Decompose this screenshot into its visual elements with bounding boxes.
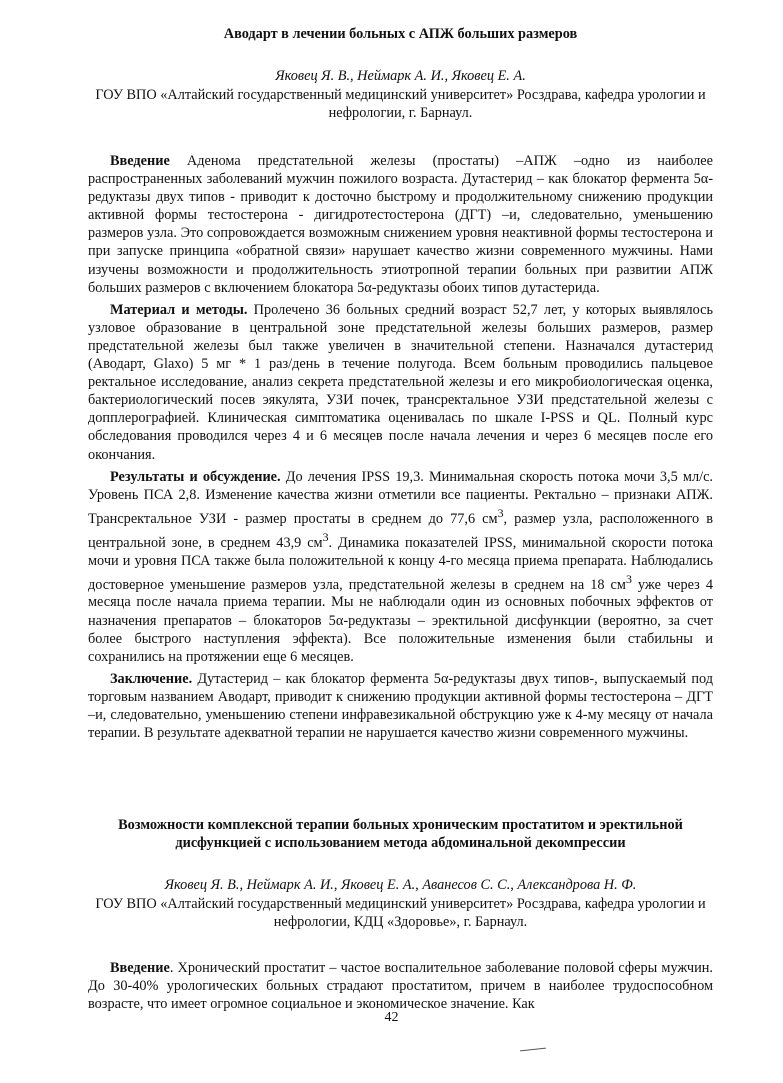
- section-introduction: [88, 152, 713, 297]
- section-heading: Введение: [110, 153, 170, 169]
- section-introduction: [88, 959, 713, 1013]
- section-text: Аденома предстательной железы (простаты) –АПЖ –одно из наиболее распространенных заболеваний мужчин пожилого возраста. Дутастерид – как блокатор фермента 5α-редуктазы двух типов - приводит к досточно быстрому и продолжительному снижению продукции активной формы тестостерона - дигидротестостерона (ДГТ) –и, следовательно, уменьшению размеров узла. Это сопровождается возможным снижением уровня неактивной формы тестостерона и при запуске принципа «обратной связи» нарушает качество жизни современного мужчины. Нами изучены возможности и продолжительность этиотропной терапии больных при развитии АПЖ больших размеров с включением блокатора 5α-редуктазы обоих типов дутастерида.: [88, 153, 713, 296]
- section-heading: Введение: [110, 960, 170, 976]
- page-number: 42: [384, 1010, 399, 1025]
- section-text: До лечения IPSS 19,3. Минимальная скорость потока мочи 3,5 мл/с. Уровень ПСА 2,8. Изменение качества жизни отметили все пациенты. Ректально – признаки АПЖ. Трансректальное УЗИ - размер простаты в среднем до 77,6 см: [88, 468, 713, 527]
- section-heading: Материал и методы.: [110, 301, 248, 318]
- superscript: 3: [625, 571, 632, 586]
- article-title: Аводарт в лечении больных с АПЖ больших размеров: [223, 26, 578, 42]
- section-text: . Динамика показателей IPSS, минимальной скорости потока мочи и уровня ПСА также была положительной к концу 4-го месяца приема препарата. Наблюдались достоверное уменьшение размеров узла, предстательной железы в среднем на 18 см: [88, 534, 713, 593]
- article-affiliation: ГОУ ВПО «Алтайский государственный медицинский университет» Росздрава, кафедра урологии и нефрологии, г. Барнаул.: [95, 87, 706, 121]
- section-conclusion: [88, 670, 713, 742]
- section-text: . Хронический простатит – частое воспалительное заболевание половой сферы мужчин. До 30-40% урологических больных страдают простатитом, причем в наиболее трудоспособном возрасте, что имеет огромное социальное и экономическое значение. Как: [88, 960, 713, 1013]
- section-text: , размер узла, расположенного в центральной зоне, в среднем 43,9 см: [88, 510, 713, 551]
- section-heading: Результаты и обсуждение.: [110, 468, 281, 485]
- superscript: 3: [322, 529, 329, 544]
- article-avodart: [88, 25, 713, 746]
- article-body: [88, 959, 713, 1013]
- section-text: Дутастерид – как блокатор фермента 5α-редуктазы двух типов-, выпускаемый под торговым названием Аводарт, приводит к снижению продукции активной формы тестостерона – ДГТ –и, следовательно, уменьшению степени инфравезикальной обструкцию уже к 4-му месяцу от начала терапии. В результате адекватной терапии не нарушается качество жизни современного мужчины.: [88, 670, 713, 742]
- article-title: Возможности комплексной терапии больных хроническим простатитом и эректильной дисфункцией с использованием метода абдоминальной декомпрессии: [118, 817, 683, 851]
- article-authors: Яковец Я. В., Неймарк А. И., Яковец Е. А.: [275, 68, 526, 84]
- section-text: Пролечено 36 больных средний возраст 52,7 лет, у которых выявлялось узловое образование в центральной зоне предстательной железы больших размеров, размер предстательной железы был также увеличен в значительной степени. Назначался дутастерид (Аводарт, Glaxo) 5 мг * 1 раз/день в течение полугода. Всем больным проводились пальцевое ректальное исследование, анализ секрета предстательной железы и его микробиологическая оценка, бактериологический посев эякулята, УЗИ почек, трансректальное УЗИ предстательной железы с допплерографией. Клиническая симптоматика оценивалась по шкале I-PSS и QL. Полный курс обследования проводился через 4 и 6 месяцев после начала лечения и через 6 месяцев после его окончания.: [88, 301, 713, 463]
- article-prostatitis: [88, 816, 713, 1017]
- superscript: 3: [497, 505, 504, 520]
- section-text: уже через 4 месяца после начала приема терапии. Мы не наблюдали один из основных побочных эффектов от назначения препаратов – блокаторов 5α-редуктазы – эректильной дисфункции (вероятно, за счет более быстрого наступления эффекта). Все положительные изменения были стабильны и сохранились на протяжении еще 6 месяцев.: [88, 576, 713, 665]
- article-body: [88, 152, 713, 742]
- pen-mark: [520, 1048, 546, 1052]
- section-methods: [88, 301, 713, 464]
- article-affiliation: ГОУ ВПО «Алтайский государственный медицинский университет» Росздрава, кафедра урологии и нефрологии, КДЦ «Здоровье», г. Барнаул.: [95, 896, 706, 930]
- section-heading: Заключение.: [110, 670, 193, 687]
- article-authors: Яковец Я. В., Неймарк А. И., Яковец Е. А., Аванесов С. С., Александрова Н. Ф.: [164, 877, 637, 893]
- section-results: [88, 468, 713, 666]
